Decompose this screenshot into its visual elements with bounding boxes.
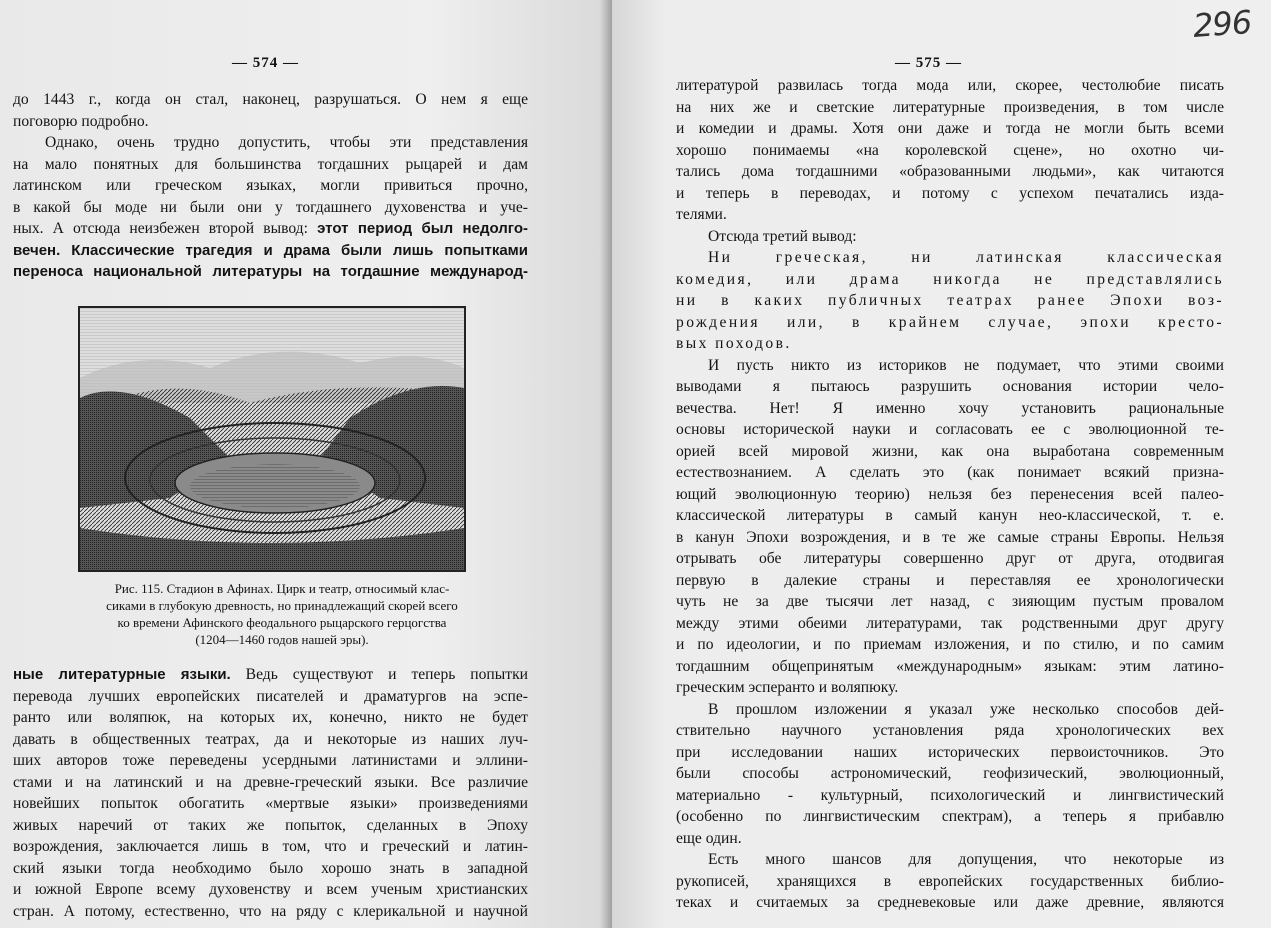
caption-line: ко времени Афинского феодального рыцарского герцогства — [117, 615, 447, 630]
text-line: орией всей мировой жизни, как она выработана современным — [676, 442, 1224, 460]
text-line: латинском или греческом языках, могли привиться прочно, — [13, 177, 528, 194]
text-line: поговорю подробно. — [13, 112, 149, 130]
right-page — [612, 0, 1271, 928]
stadium-engraving-image — [80, 308, 464, 570]
text-line: новейших попыток обогатить «мертвые языки» произведениями — [13, 795, 528, 812]
text-line: чуть не за две тысячи лет назад, с зияющим пустым провалом — [676, 593, 1224, 610]
text-line: еще один. — [676, 829, 742, 847]
text-fragment: Ведь существуют и теперь попытки — [245, 666, 528, 683]
text-line: перевода лучших европейских писателей и драматургов на эспе- — [13, 687, 528, 705]
text-line: ших авторов тоже переведены усердными латинистами и эллини- — [13, 752, 528, 769]
text-line: телями. — [676, 206, 727, 223]
text-line: при исследовании наших исторических первоисточников. Это — [676, 743, 1224, 761]
text-line: тались дома тогдашними «образованными людьми», как читаются — [676, 163, 1224, 180]
stadium-engraving — [78, 306, 466, 572]
text-line: теках и считаемых за средневековые или даже древние, являются — [676, 894, 1224, 911]
figure-caption — [62, 580, 502, 648]
emphasized-line: вых походов. — [676, 335, 792, 352]
left-page-text-bottom — [13, 664, 528, 922]
right-page-text — [676, 75, 1224, 914]
text-line: хорошо понимаемы «на королевской сцене», но охотно чи- — [676, 141, 1224, 159]
text-line — [13, 218, 528, 240]
text-line: естествознанием. А сделать это (как понимает всякий призна- — [676, 464, 1224, 481]
text-line: стран. А потому, естественно, что на ряду с клерикальной и научной — [13, 902, 528, 920]
handwritten-page-note: 296 — [1191, 3, 1253, 45]
emphasized-line: Ни греческая, ни латинская классическая — [708, 249, 1224, 266]
text-line: выводами я пытаюсь разрушить основания истории чело- — [676, 378, 1224, 395]
text-line: до 1443 г., когда он стал, наконец, разрушаться. О нем я еще — [13, 91, 528, 108]
text-line: греческим эсперанто и воляпюку. — [676, 679, 899, 696]
text-line: (особенно по лингвистическим спектрам), а теперь я прибавлю — [676, 808, 1224, 825]
text-line: в какой бы моде ни были они у тогдашнего духовенства и уче- — [13, 198, 528, 216]
text-line: возрождения, заключается лишь в том, что и греческий и латин- — [13, 838, 528, 855]
left-page-text-top — [13, 89, 528, 283]
text-line: литературой развилась тогда мода или, скорее, честолюбие писать — [676, 77, 1224, 94]
text-line: давать в общественных театрах, да и некоторые из наших луч- — [13, 730, 528, 748]
text-line: материально - культурный, психологический и лингвистический — [676, 786, 1224, 804]
text-line: отрывать обе литературы совершенно друг от друга, отодвигая — [676, 550, 1224, 567]
text-line: и комедии и драмы. Хотя они даже и тогда не могли быть всеми — [676, 120, 1224, 137]
emphasized-line: комедия, или драма никогда не представлялись — [676, 270, 1224, 288]
bold-line: вечен. Классические трагедия и драма были лишь попытками — [13, 241, 528, 259]
bold-fragment: ные литературные языки. — [13, 666, 231, 683]
left-page — [0, 0, 612, 928]
text-line: ющий эволюционную теорию) нельзя без перенесения всей палео- — [676, 485, 1224, 503]
emphasized-line: ни в каких публичных театрах ранее Эпохи воз- — [676, 292, 1224, 309]
text-line: между этими обеими литературами, так родственными друг другу — [676, 614, 1224, 632]
caption-line: (1204—1460 годов нашей эры). — [195, 632, 369, 647]
text-line: тогдашним общепринятым «международным» языкам: этим латино- — [676, 657, 1224, 675]
bold-statement: этот период был недолго- — [317, 220, 528, 237]
text-line: стами и на латинский и на древне-греческий языки. Все различие — [13, 773, 528, 791]
right-page-number: — 575 — — [895, 55, 962, 71]
text-line: и по идеологии, и по приемам изложения, и по стилю, и по самим — [676, 636, 1224, 653]
text-line: Есть много шансов для допущения, что некоторые из — [708, 851, 1224, 868]
text-line: В прошлом изложении я указал уже несколько способов дей- — [708, 700, 1224, 718]
text-line: живых наречий от таких же попыток, сделанных в Эпоху — [13, 816, 528, 834]
text-line: были способы астрономический, геофизический, эволюционный, — [676, 765, 1224, 782]
bold-line: переноса национальной литературы на тогдашние международ- — [13, 263, 528, 280]
text-line — [13, 664, 528, 686]
text-line: рукописей, хранящихся в европейских государственных библио- — [676, 872, 1224, 890]
text-line: основы исторической науки и согласовать ее с эволюционной те- — [676, 421, 1224, 438]
emphasized-line: рождения или, в крайнем случае, эпохи кресто- — [676, 313, 1224, 331]
text-line: Однако, очень трудно допустить, чтобы эти представления — [45, 134, 528, 151]
text-line: вечества. Нет! Я именно хочу установить рациональные — [676, 399, 1224, 417]
text-line: на мало понятных для большинства тогдашних рыцарей и дам — [13, 155, 528, 173]
text-line: на них же и светские литературные произведения, в том числе — [676, 98, 1224, 116]
text-line: ствительно научного установления ряда хронологических вех — [676, 722, 1224, 739]
text-line: классической литературы в самый канун нео-классической, т. е. — [676, 507, 1224, 524]
text-line: ский языки тогда необходимо было хорошо знать в западной — [13, 859, 528, 877]
caption-line: Рис. 115. Стадион в Афинах. Цирк и театр, относимый клас- — [114, 581, 450, 596]
text-line: И пусть никто из историков не подумает, что этими своими — [708, 356, 1224, 374]
caption-line: сиками в глубокую древность, но принадлежащий скорей всего — [106, 598, 458, 613]
text-line: и теперь в переводах, и потому с успехом печатались изда- — [676, 184, 1224, 202]
text-line: Отсюда третий вывод: — [708, 227, 857, 245]
text-fragment: ных. А отсюда неизбежен второй вывод: — [13, 220, 308, 237]
text-line: ранто или воляпюк, на которых их, конечно, никто не будет — [13, 709, 528, 726]
left-page-number: — 574 — — [232, 55, 299, 71]
text-line: в канун Эпохи возрождения, и в те же самые страны Европы. Нельзя — [676, 528, 1224, 546]
text-line: первую в далекие страны и переставляя ее хронологически — [676, 571, 1224, 589]
text-line: и южной Европе всему духовенству и всем ученым христианских — [13, 881, 528, 898]
